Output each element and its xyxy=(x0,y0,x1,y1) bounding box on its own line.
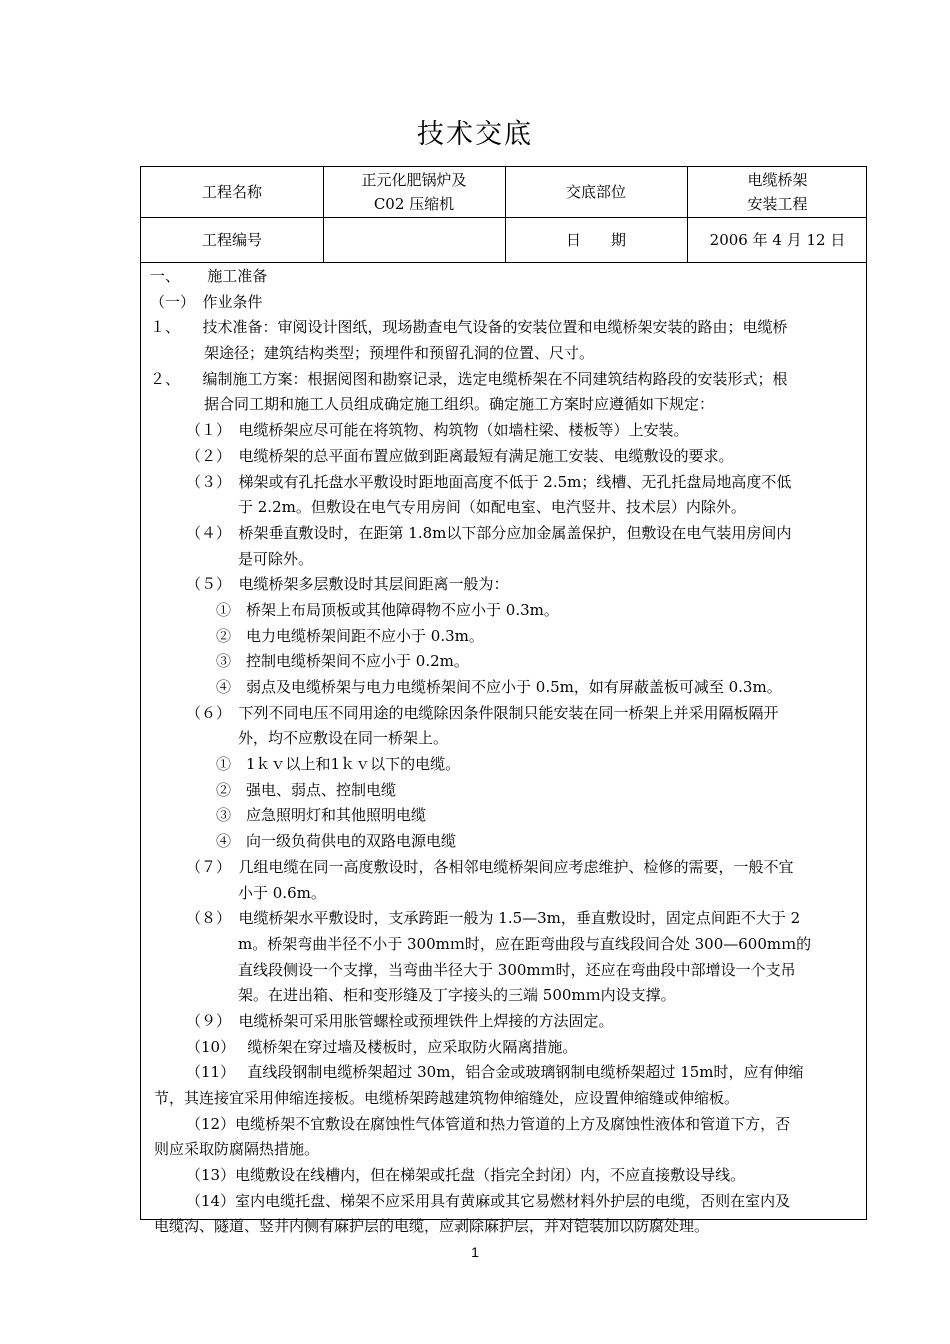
project-name-line: C02 压缩机 xyxy=(373,195,455,213)
text-line: 直线段侧设一个支撑，当弯曲半径大于 300mｍ时，还应在弯曲段中部增设一个支吊 xyxy=(238,960,796,979)
text-line: １、 技术准备：审阅设计图纸，现场勘查电气设备的安装位置和电缆桥架安装的路由；电缆桥 xyxy=(150,318,788,337)
text-line: （５） 电缆桥架多层敷设时其层间距离一般为： xyxy=(186,575,509,594)
text-line: m。桥架弯曲半径不小于 300mｍ时，应在距弯曲段与直线段间合处 300—600mｍ的 xyxy=(238,934,812,953)
project-no-label: 工程编号 xyxy=(201,230,262,249)
date-value: 2006 年 4 月 12 日 xyxy=(709,230,846,249)
text-line: 据合同工期和施工人员组成确定施工组织。确定施工方案时应遵循如下规定： xyxy=(204,395,715,414)
row-divider xyxy=(141,262,866,263)
text-line: 外，均不应敷设在同一桥架上。 xyxy=(238,729,449,748)
document-title: 技术交底 xyxy=(417,119,533,150)
text-line: 于 2.2m。但敷设在电气专用房间（如配电室、电汽竖井、技术层）内除外。 xyxy=(238,498,746,517)
part-label: 交底部位 xyxy=(565,183,626,201)
text-line: 小于 0.6m。 xyxy=(238,883,326,902)
text-line: ③ 应急照明灯和其他照明电缆 xyxy=(216,806,427,825)
text-line: （８） 电缆桥架水平敷设时，支承跨距一般为 1.5—3m，垂直敷设时，固定点间距不大于 2 xyxy=(186,909,801,928)
project-name-value xyxy=(323,167,505,217)
text-line: 一、 施工准备 xyxy=(150,267,268,285)
text-line: ① 1ｋｖ以上和1ｋｖ以下的电缆。 xyxy=(216,755,461,774)
text-line: ② 强电、弱点、控制电缆 xyxy=(216,780,397,799)
text-line: ④ 向一级负荷供电的双路电源电缆 xyxy=(216,832,457,851)
project-name-line: 正元化肥锅炉及 xyxy=(361,171,467,189)
text-line: 是可除外。 xyxy=(238,549,314,568)
text-line: ２、 编制施工方案：根据阅图和勘察记录，选定电缆桥架在不同建筑结构路段的安装形式；根 xyxy=(150,369,788,388)
project-name-label: 工程名称 xyxy=(201,183,262,201)
text-line: 电缆沟、隧道、竖井内侧有麻护层的电缆，应剥除麻护层，并对铠装加以防腐处理。 xyxy=(154,1217,710,1236)
text-line: （９） 电缆桥架可采用胀管螺栓或预埋铁件上焊接的方法固定。 xyxy=(186,1011,614,1030)
date-label: 日 期 xyxy=(565,230,626,249)
part-line: 安装工程 xyxy=(747,195,808,213)
text-line: （一） 作业条件 xyxy=(150,292,263,311)
text-line: （11） 直线段钢制电缆桥架超过 30m，铝合金或玻璃钢制电缆桥架超过 15m时，应有伸缩 xyxy=(186,1063,804,1082)
text-line: 架。在进出箱、柜和变形缝及丁字接头的三端 500mｍ内设支撑。 xyxy=(238,986,676,1005)
text-line: （７） 几组电缆在同一高度敷设时，各相邻电缆桥架间应考虑维护、检修的需要，一般不宜 xyxy=(186,857,794,876)
text-line: 节，其连接宜采用伸缩连接板。电缆桥架跨越建筑物伸缩缝处，应设置伸缩缝或伸缩板。 xyxy=(154,1089,740,1107)
text-line: 则应采取防腐隔热措施。 xyxy=(154,1140,320,1159)
text-line: （13）电缆敷设在线槽内，但在梯架或托盘（指完全封闭）内，不应直接敷设导线。 xyxy=(186,1166,746,1185)
text-line: 架途径；建筑结构类型；预埋件和预留孔洞的位置、尺寸。 xyxy=(204,344,595,363)
text-line: ② 电力电缆桥架间距不应小于 0.3m。 xyxy=(216,626,484,645)
text-line: （６） 下列不同电压不同用途的电缆除因条件限制只能安装在同一桥架上并采用隔板隔开 xyxy=(186,703,779,722)
part-value xyxy=(687,167,868,217)
text-line: ① 桥架上布局顶板或其他障碍物不应小于 0.3m。 xyxy=(216,600,559,619)
project-no-value xyxy=(323,217,505,262)
text-line: （１） 电缆桥架应尽可能在将筑物、构筑物（如墙柱梁、楼板等）上安装。 xyxy=(186,421,689,440)
text-line: ④ 弱点及电缆桥架与电力电缆桥架间不应小于 0.5m，如有屏蔽盖板可减至 0.3m。 xyxy=(216,678,782,696)
text-line: （12）电缆桥架不宜敷设在腐蚀性气体管道和热力管道的上方及腐蚀性液体和管道下方，否 xyxy=(186,1114,791,1133)
part-line: 电缆桥架 xyxy=(747,171,808,189)
text-line: （14）室内电缆托盘、梯架不应采用具有黄麻或其它易燃材料外护层的电缆，否则在室内及 xyxy=(186,1191,791,1210)
disclosure-content xyxy=(146,264,860,1240)
text-line: （３） 梯架或有孔托盘水平敷设时距地面高度不低于 2.5m；线槽、无孔托盘局地高度不低 xyxy=(186,472,792,491)
text-line: ③ 控制电缆桥架间不应小于 0.2m。 xyxy=(216,652,469,671)
page-number: 1 xyxy=(471,1244,479,1260)
text-line: （２） 电缆桥架的总平面布置应做到距离最短有满足施工安装、电缆敷设的要求。 xyxy=(186,446,734,465)
text-line: （10） 缆桥架在穿过墙及楼板时，应采取防火隔离措施。 xyxy=(186,1037,578,1056)
text-line: （４） 桥架垂直敷设时，在距第 1.8m以下部分应加金属盖保护，但敷设在电气装用房间内 xyxy=(186,523,792,542)
